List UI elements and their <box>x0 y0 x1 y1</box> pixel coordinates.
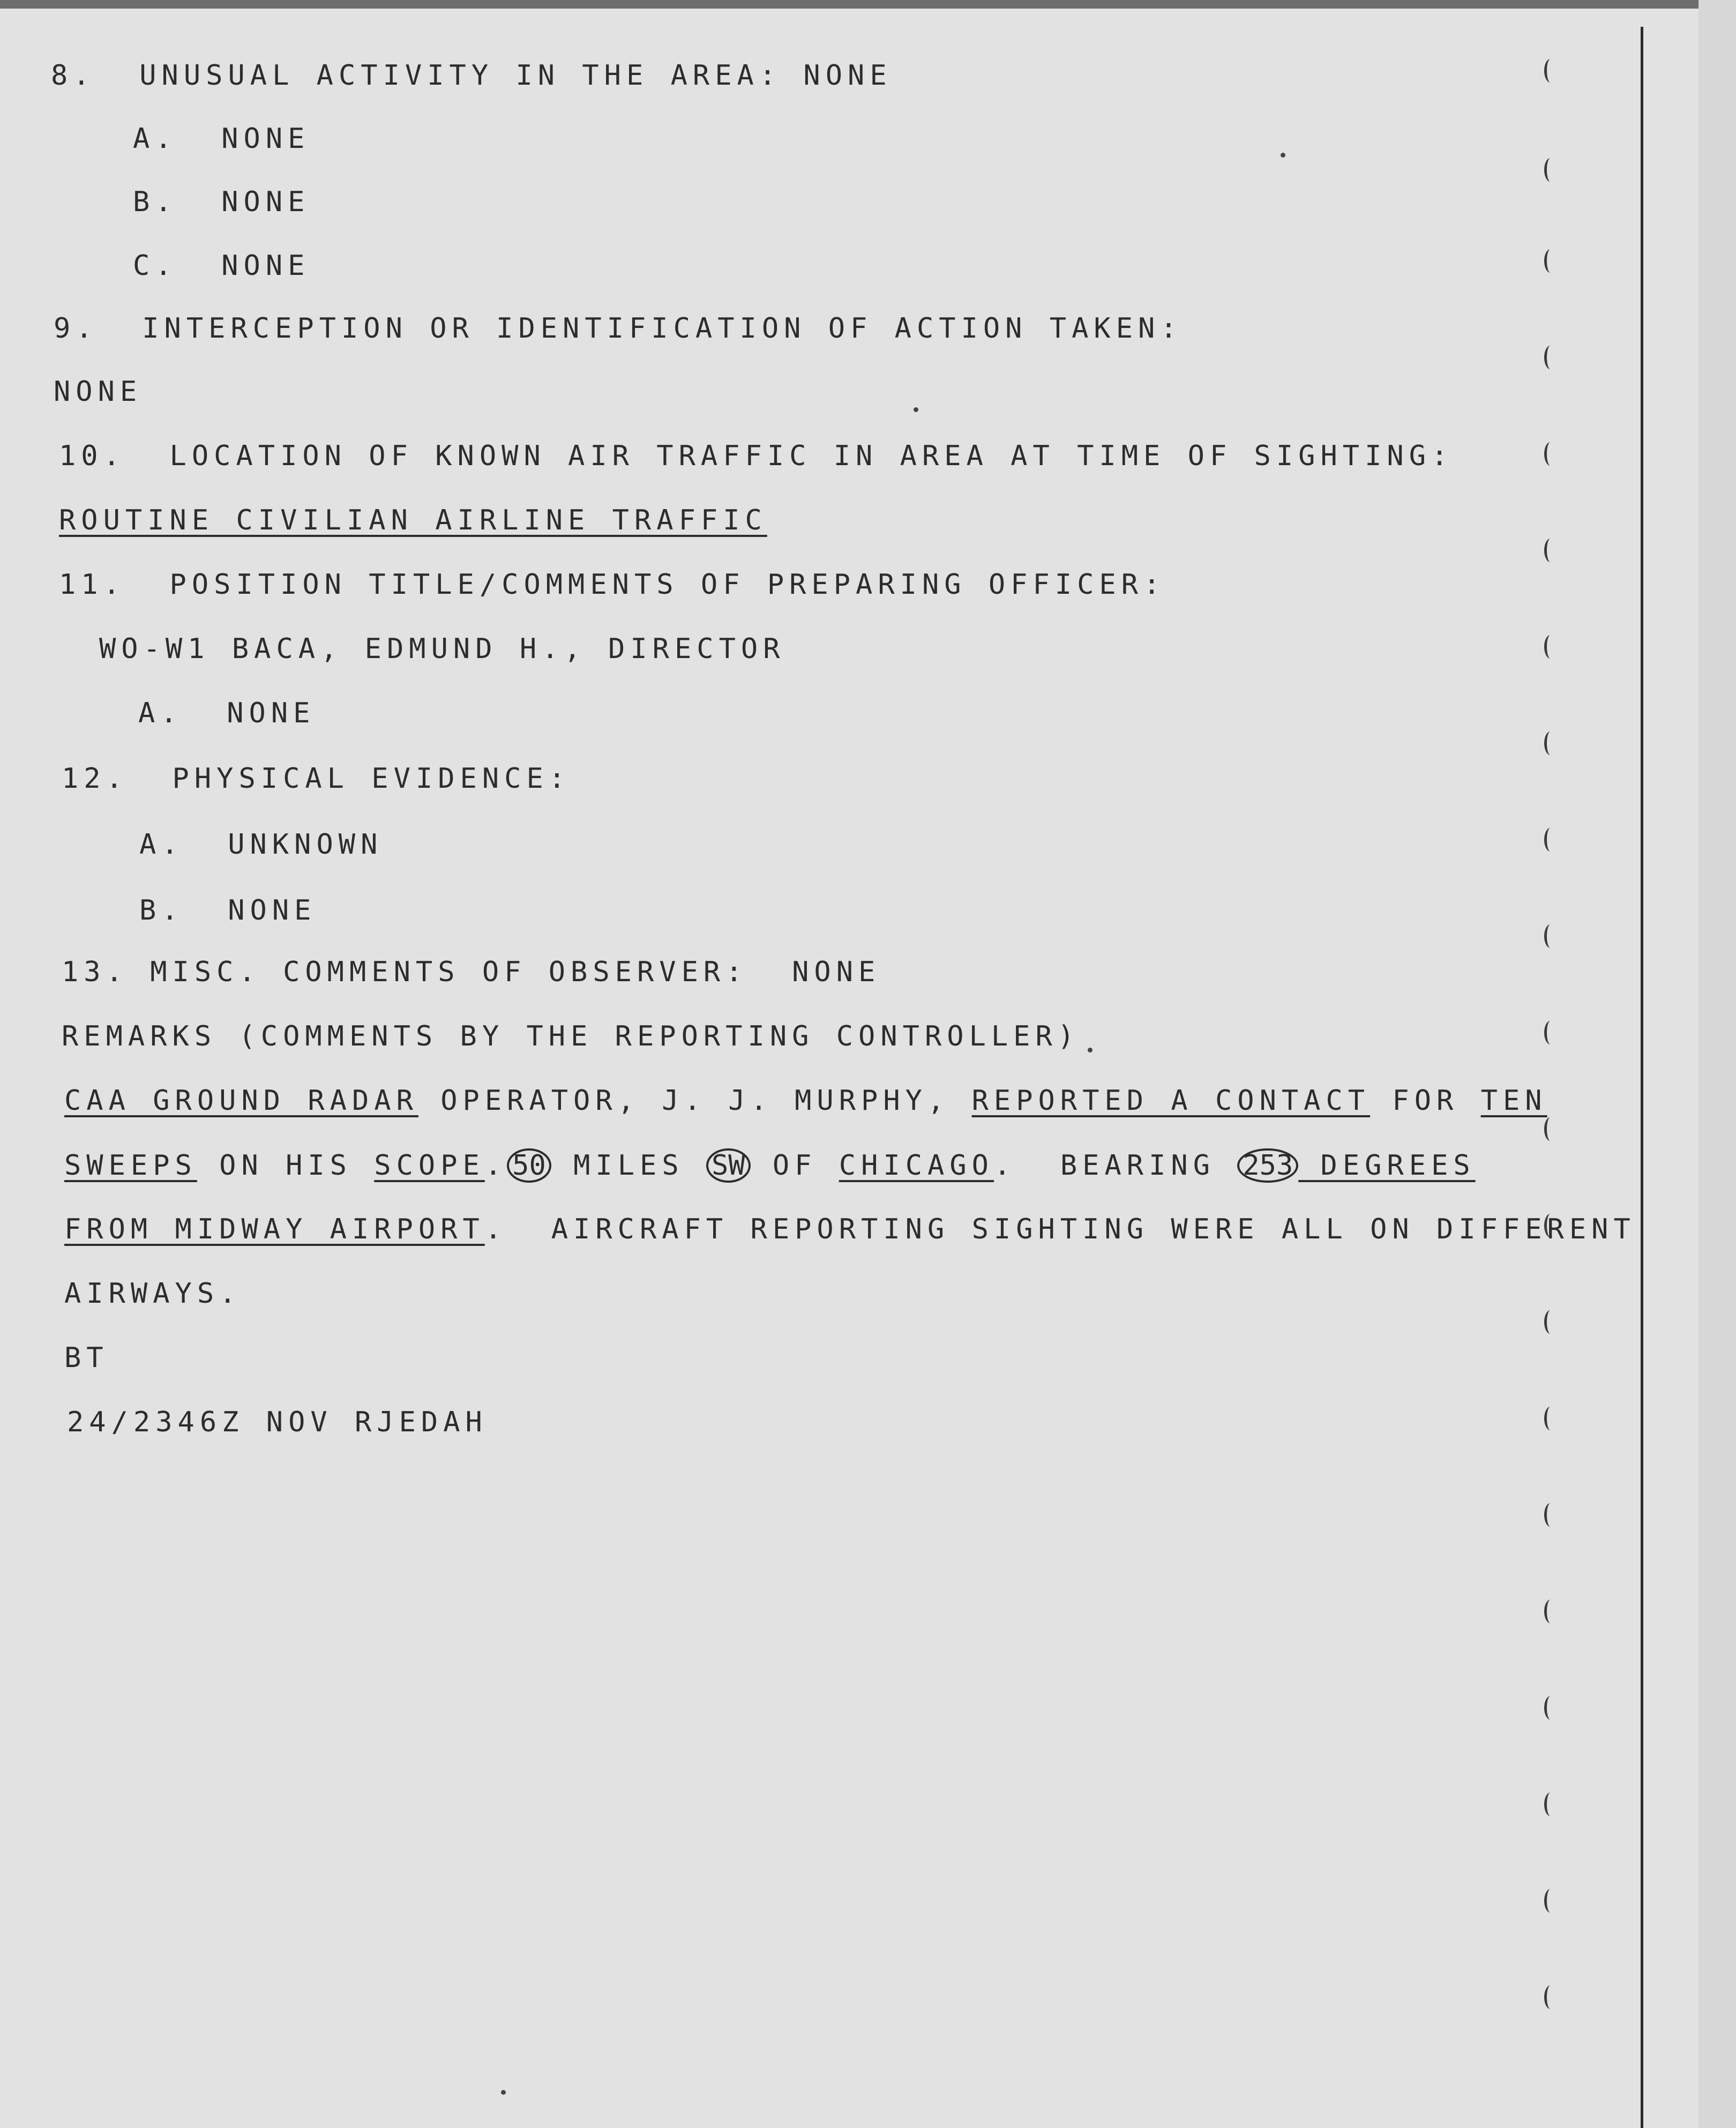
sprocket-hole-mark <box>1544 731 1557 755</box>
underlined-ten: TEN <box>1480 1085 1547 1117</box>
remarks-line-1 <box>64 1084 1547 1117</box>
sprocket-hole-mark <box>1544 1407 1557 1430</box>
film-speck <box>1088 1048 1093 1052</box>
item-11a: A. NONE <box>138 697 316 729</box>
circled-direction: SW <box>706 1148 751 1183</box>
underlined-sweeps: SWEEPS <box>64 1149 197 1182</box>
sprocket-hole-mark <box>1544 249 1557 273</box>
sprocket-hole-mark <box>1544 346 1557 369</box>
sprocket-hole-mark <box>1544 1503 1557 1527</box>
film-speck <box>1281 153 1285 158</box>
sprocket-hole-mark <box>1544 924 1557 948</box>
item-11-value: WO-W1 BACA, EDMUND H., DIRECTOR <box>99 633 785 665</box>
remarks-line-2 <box>64 1148 1476 1183</box>
sprocket-hole-mark <box>1544 1889 1557 1913</box>
film-right-edge <box>1698 0 1736 2128</box>
circled-bearing: 253 <box>1237 1148 1298 1183</box>
remarks-line-3 <box>64 1213 1636 1246</box>
underlined-degrees: DEGREES <box>1298 1149 1476 1182</box>
item-10-value: ROUTINE CIVILIAN AIRLINE TRAFFIC <box>59 504 767 536</box>
item-10-air-traffic: 10. LOCATION OF KNOWN AIR TRAFFIC IN AREA AT TIME OF SIGHTING: <box>59 440 1454 472</box>
text-aircraft-reporting: . AIRCRAFT REPORTING SIGHTING WERE ALL ON DIFFERENT <box>484 1213 1636 1245</box>
item-13-misc-comments: 13. MISC. COMMENTS OF OBSERVER: NONE <box>62 956 881 988</box>
sprocket-hole-mark <box>1544 539 1557 562</box>
sprocket-hole-mark <box>1544 828 1557 852</box>
item-12b: B. NONE <box>139 894 317 927</box>
sprocket-hole-mark <box>1544 1021 1557 1044</box>
film-top-edge <box>0 0 1736 9</box>
text-bearing: . BEARING <box>993 1149 1238 1182</box>
item-8a: A. NONE <box>133 123 310 155</box>
sprocket-hole-mark <box>1544 158 1557 182</box>
sprocket-hole-mark <box>1544 1117 1557 1141</box>
sprocket-hole-mark <box>1544 1985 1557 2009</box>
sprocket-hole-mark <box>1544 442 1557 466</box>
text-operator: OPERATOR, J. J. MURPHY, <box>418 1085 972 1117</box>
item-11-preparing-officer: 11. POSITION TITLE/COMMENTS OF PREPARING OFFICER: <box>59 569 1166 601</box>
date-time-group: 24/2346Z NOV RJEDAH <box>67 1406 488 1438</box>
sprocket-hole-mark <box>1544 1696 1557 1720</box>
remarks-heading: REMARKS (COMMENTS BY THE REPORTING CONTROLLER) <box>62 1020 1080 1052</box>
sprocket-hole-mark <box>1544 1310 1557 1334</box>
text-of: OF <box>750 1149 839 1182</box>
underlined-caa-ground-radar: CAA GROUND RADAR <box>64 1085 418 1117</box>
sprocket-hole-mark <box>1544 1793 1557 1816</box>
remarks-line-4: AIRWAYS. <box>64 1278 242 1310</box>
item-8b: B. NONE <box>133 186 310 218</box>
text-miles: MILES <box>551 1149 706 1182</box>
break-marker: BT <box>64 1342 109 1374</box>
item-9-value: NONE <box>54 376 143 408</box>
underlined-chicago: CHICAGO <box>839 1149 994 1182</box>
sprocket-hole-mark <box>1544 59 1557 83</box>
underlined-reported-contact: REPORTED A CONTACT <box>971 1085 1371 1117</box>
text-for: FOR <box>1370 1085 1481 1117</box>
item-12a: A. UNKNOWN <box>139 828 383 861</box>
film-speck <box>501 2090 506 2095</box>
text-on-his: ON HIS <box>197 1149 375 1182</box>
underlined-scope: SCOPE <box>374 1149 485 1182</box>
item-8c: C. NONE <box>133 250 310 282</box>
sprocket-hole-mark <box>1544 635 1557 659</box>
text-period: . <box>484 1149 507 1182</box>
sprocket-hole-mark <box>1544 1214 1557 1237</box>
item-9-interception: 9. INTERCEPTION OR IDENTIFICATION OF ACTION TAKEN: <box>54 312 1183 345</box>
sprocket-hole-mark <box>1544 1600 1557 1623</box>
film-speck <box>914 407 918 412</box>
underlined-midway-airport: FROM MIDWAY AIRPORT <box>64 1213 485 1245</box>
circled-distance: 50 <box>507 1148 551 1183</box>
page-margin-line <box>1641 27 1643 2128</box>
item-8-unusual-activity: 8. UNUSUAL ACTIVITY IN THE AREA: NONE <box>51 59 892 92</box>
item-12-physical-evidence: 12. PHYSICAL EVIDENCE: <box>62 763 571 795</box>
